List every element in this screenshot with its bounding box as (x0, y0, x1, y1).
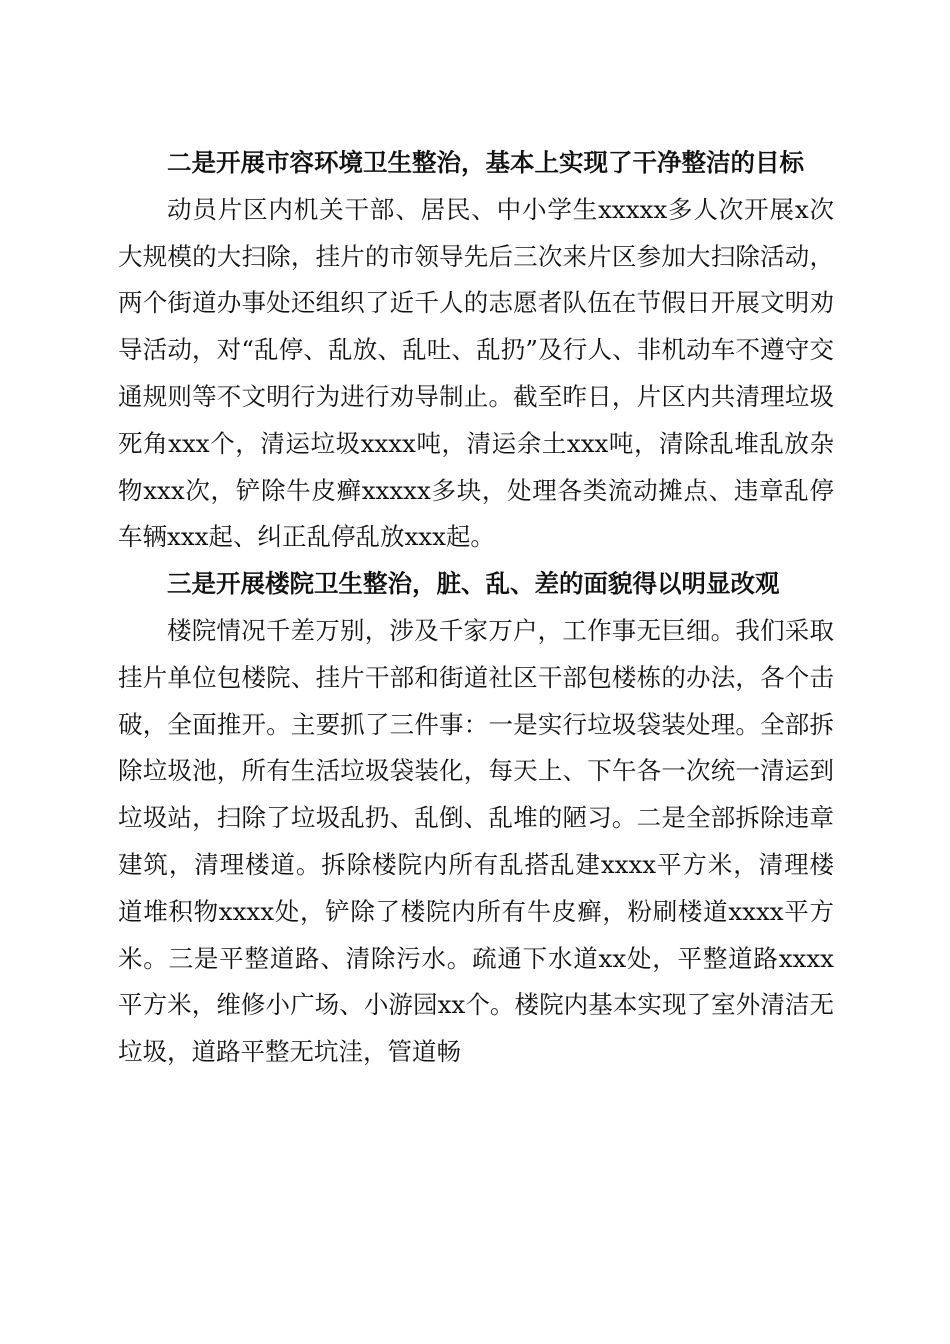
section-paragraph-2: 动员片区内机关干部、居民、中小学生xxxxx多人次开展x次大规模的大扫除，挂片的市领导先后三次来片区参加大扫除活动，两个街道办事处还组织了近千人的志愿者队伍在节假日开展文明劝导活动，对“乱停、乱放、乱吐、乱扔”及行人、非机动车不遵守交通规则等不文明行为进行劝导制止。截至昨日，片区内共清理垃圾死角xxx个，清运垃圾xxxx吨，清运余土xxx吨，清除乱堆乱放杂物xxx次，铲除牛皮癣xxxxx多块，处理各类流动摊点、违章乱停车辆xxx起、纠正乱停乱放xxx起。 (118, 194, 834, 552)
section-heading-2: 二是开展市容环境卫生整治，基本上实现了干净整洁的目标 (167, 148, 804, 177)
section-paragraph-3: 楼院情况千差万别，涉及千家万户，工作事无巨细。我们采取挂片单位包楼院、挂片干部和街道社区干部包楼栋的办法，各个击破，全面推开。主要抓了三件事：一是实行垃圾袋装处理。全部拆除垃圾池，所有生活垃圾袋装化，每天上、下午各一次统一清运到垃圾站，扫除了垃圾乱扔、乱倒、乱堆的陋习。二是全部拆除违章建筑，清理楼道。拆除楼院内所有乱搭乱建xxxx平方米，清理楼道堆积物xxxx处，铲除了楼院内所有牛皮癣，粉刷楼道xxxx平方米。三是平整道路、清除污水。疏通下水道xx处，平整道路xxxx平方米，维修小广场、小游园xx个。楼院内基本实现了室外清洁无垃圾，道路平整无坑洼，管道畅 (118, 615, 834, 1067)
section-heading-3: 三是开展楼院卫生整治，脏、乱、差的面貌得以明显改观 (167, 569, 780, 599)
document-body (118, 140, 834, 1076)
